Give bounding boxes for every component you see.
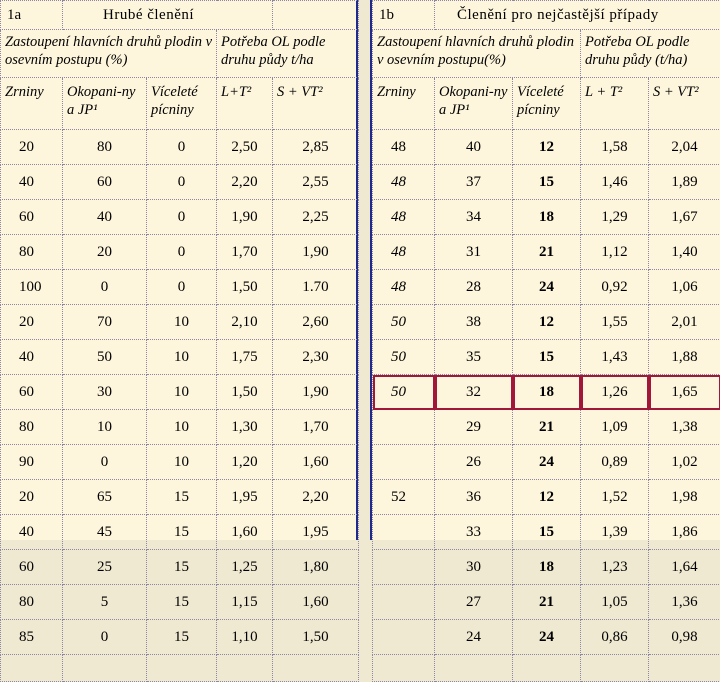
table-cell: 15 [513,515,581,550]
table-cell: 1,75 [217,340,273,375]
table-cell: 85 [1,620,63,655]
table-cell: 1,60 [217,515,273,550]
table-cell: 2,55 [273,165,359,200]
table-row [1,515,359,550]
table-id: 1a [1,1,63,30]
table-row [373,410,720,445]
table-cell: 2,20 [217,165,273,200]
table-cell: 0,89 [581,445,649,480]
table-row [373,200,720,235]
table-cell: 34 [435,200,513,235]
table-cell: 27 [435,585,513,620]
table-cell: 1,89 [649,165,720,200]
table-cell: 2,50 [217,130,273,165]
table-row [373,620,720,655]
col-header: S + VT² [273,78,359,130]
table-cell: 50 [373,340,435,375]
table-row [373,270,720,305]
col-header: S + VT² [649,78,720,130]
table-cell: 15 [513,165,581,200]
group-header-crops: Zastoupení hlavních druhů plodin v osevním postupu (%) [1,30,217,78]
table-cell: 15 [147,480,217,515]
table-cell: 10 [147,305,217,340]
table-row [373,445,720,480]
table-cell: 24 [513,620,581,655]
table-cell: 1,50 [273,620,359,655]
table-cell: 60 [1,550,63,585]
table-1a [0,0,359,682]
table-cell [373,410,435,445]
group-header-fertilizer: Potřeba OL podle druhu půdy t/ha [217,30,359,78]
table-cell: 0,98 [649,620,720,655]
table-cell: 0 [147,130,217,165]
table-cell: 1,26 [581,375,649,410]
table-cell: 1,38 [649,410,720,445]
table-cell: 1,95 [273,515,359,550]
table-row [373,165,720,200]
column-header-row [373,78,720,130]
table-cell: 15 [147,620,217,655]
table-cell: 80 [1,410,63,445]
table-cell: 1,98 [649,480,720,515]
table-cell: 40 [1,340,63,375]
col-header: Okopani-ny a JP¹ [63,78,147,130]
table-cell: 20 [1,305,63,340]
table-row [1,200,359,235]
table-cell: 0 [147,235,217,270]
table-cell: 15 [147,585,217,620]
table-cell: 15 [513,340,581,375]
table-cell: 50 [373,375,435,410]
table-cell: 40 [1,165,63,200]
col-header: L + T² [581,78,649,130]
column-header-row [1,78,359,130]
table-cell: 30 [63,375,147,410]
table-cell: 0 [147,200,217,235]
table-cell: 2,01 [649,305,720,340]
table-cell: 10 [63,410,147,445]
table-cell: 35 [435,340,513,375]
table-cell: 1,12 [581,235,649,270]
table-cell: 1,20 [217,445,273,480]
table-cell: 1,29 [581,200,649,235]
table-row [1,410,359,445]
table-cell: 12 [513,480,581,515]
table-cell: 10 [147,340,217,375]
table-cell: 0 [63,270,147,305]
table-cell: 1,23 [581,550,649,585]
table-cell: 70 [63,305,147,340]
group-header-crops: Zastoupení hlavních druhů plodin v osevním postupu(%) [373,30,581,78]
table-cell: 2,04 [649,130,720,165]
table-cell: 1,58 [581,130,649,165]
table-cell: 15 [147,515,217,550]
table-cell: 40 [435,130,513,165]
table-cell: 1.70 [273,270,359,305]
table-cell: 1,02 [649,445,720,480]
col-header: Okopani-ny a JP¹ [435,78,513,130]
table-cell: 80 [63,130,147,165]
table-row [373,375,720,410]
table-row [373,130,720,165]
table-cell: 21 [513,235,581,270]
table-cell [373,550,435,585]
table-cell: 48 [373,270,435,305]
table-row [1,340,359,375]
table-cell: 100 [1,270,63,305]
table-cell: 1,70 [273,410,359,445]
col-header: L+T² [217,78,273,130]
table-row [1,165,359,200]
table-cell: 1,40 [649,235,720,270]
table-cell: 18 [513,200,581,235]
table-cell: 2,60 [273,305,359,340]
table-cell: 60 [1,375,63,410]
table-cell: 1,90 [273,235,359,270]
table-cell: 1,60 [273,445,359,480]
table-title: Členění pro nejčastější případy [435,1,720,30]
group-header-fertilizer: Potřeba OL podle druhu půdy (t/ha) [581,30,720,78]
table-cell: 33 [435,515,513,550]
table-cell: 1,43 [581,340,649,375]
table-cell: 48 [373,235,435,270]
table-cell: 1,80 [273,550,359,585]
table-title-row [373,1,720,30]
table-cell: 10 [147,375,217,410]
table-cell: 0 [147,165,217,200]
table-cell: 31 [435,235,513,270]
table-cell: 20 [1,480,63,515]
table-cell: 18 [513,375,581,410]
table-cell: 2,20 [273,480,359,515]
table-cell: 48 [373,130,435,165]
table-cell: 48 [373,200,435,235]
table-cell: 1,05 [581,585,649,620]
table-cell: 21 [513,585,581,620]
table-cell: 1,15 [217,585,273,620]
table-row [373,340,720,375]
table-cell: 60 [1,200,63,235]
table-cell: 1,50 [217,375,273,410]
table-cell: 12 [513,130,581,165]
table-cell: 21 [513,410,581,445]
table-cell: 1,67 [649,200,720,235]
table-cell: 38 [435,305,513,340]
table-cell: 5 [63,585,147,620]
table-cell: 52 [373,480,435,515]
table-1b-panel [370,0,720,540]
table-cell: 36 [435,480,513,515]
table-row [1,130,359,165]
table-cell: 65 [63,480,147,515]
table-cell: 0,86 [581,620,649,655]
table-cell: 32 [435,375,513,410]
table-cell: 15 [147,550,217,585]
table-cell [373,585,435,620]
table-1a-panel [0,0,358,540]
table-cell [373,445,435,480]
table-cell: 1,06 [649,270,720,305]
table-cell: 0 [63,620,147,655]
table-cell: 50 [373,305,435,340]
table-cell [373,515,435,550]
table-cell: 24 [513,445,581,480]
table-cell: 1,86 [649,515,720,550]
table-row [1,585,359,620]
table-cell: 10 [147,410,217,445]
table-cell: 24 [513,270,581,305]
table-row [1,550,359,585]
col-header: Zrniny [373,78,435,130]
table-row [373,480,720,515]
table-cell: 1,50 [217,270,273,305]
table-cell: 1,10 [217,620,273,655]
table-row [1,620,359,655]
table-cell: 37 [435,165,513,200]
table-cell: 0 [147,270,217,305]
table-cell: 28 [435,270,513,305]
table-cell: 1,46 [581,165,649,200]
table-cell: 2,85 [273,130,359,165]
table-cell: 10 [147,445,217,480]
table-cell: 48 [373,165,435,200]
table-cell: 1,65 [649,375,720,410]
table-cell: 20 [63,235,147,270]
table-row [1,270,359,305]
table-row [373,550,720,585]
table-row [1,375,359,410]
table-cell: 12 [513,305,581,340]
table-row [373,235,720,270]
col-header: Zrniny [1,78,63,130]
table-title: Hrubé členění [63,1,273,30]
table-cell: 20 [1,130,63,165]
table-cell: 1,70 [217,235,273,270]
table-cell: 1,64 [649,550,720,585]
table-row [1,480,359,515]
table-cell: 0,92 [581,270,649,305]
table-cell: 1,39 [581,515,649,550]
table-cell: 40 [1,515,63,550]
table-1b [372,0,720,682]
table-cell: 1,52 [581,480,649,515]
table-title-row [1,1,359,30]
table-row [373,585,720,620]
table-cell: 1,90 [217,200,273,235]
table-cell: 1,30 [217,410,273,445]
table-cell: 18 [513,550,581,585]
table-row [373,305,720,340]
table-cell: 45 [63,515,147,550]
table-cell: 0 [63,445,147,480]
table-cell: 1,09 [581,410,649,445]
table-cell: 1,36 [649,585,720,620]
group-header-row [1,30,359,78]
table-cell: 2,25 [273,200,359,235]
table-id: 1b [373,1,435,30]
table-cell: 1,55 [581,305,649,340]
table-cell: 1,95 [217,480,273,515]
table-cell: 90 [1,445,63,480]
table-row [1,305,359,340]
table-cell: 50 [63,340,147,375]
table-cell: 1,60 [273,585,359,620]
table-cell [373,620,435,655]
table-cell: 2,30 [273,340,359,375]
group-header-row [373,30,720,78]
table-cell: 1,88 [649,340,720,375]
table-cell: 80 [1,235,63,270]
table-cell: 60 [63,165,147,200]
table-cell: 1,25 [217,550,273,585]
table-cell: 25 [63,550,147,585]
table-row [373,515,720,550]
table-cell: 30 [435,550,513,585]
table-cell: 24 [435,620,513,655]
table-row [1,235,359,270]
table-cell: 26 [435,445,513,480]
table-cell: 2,10 [217,305,273,340]
table-cell: 80 [1,585,63,620]
col-header: Víceleté pícniny [147,78,217,130]
table-cell: 29 [435,410,513,445]
table-row [1,445,359,480]
table-cell: 40 [63,200,147,235]
col-header: Víceleté pícniny [513,78,581,130]
table-cell: 1,90 [273,375,359,410]
